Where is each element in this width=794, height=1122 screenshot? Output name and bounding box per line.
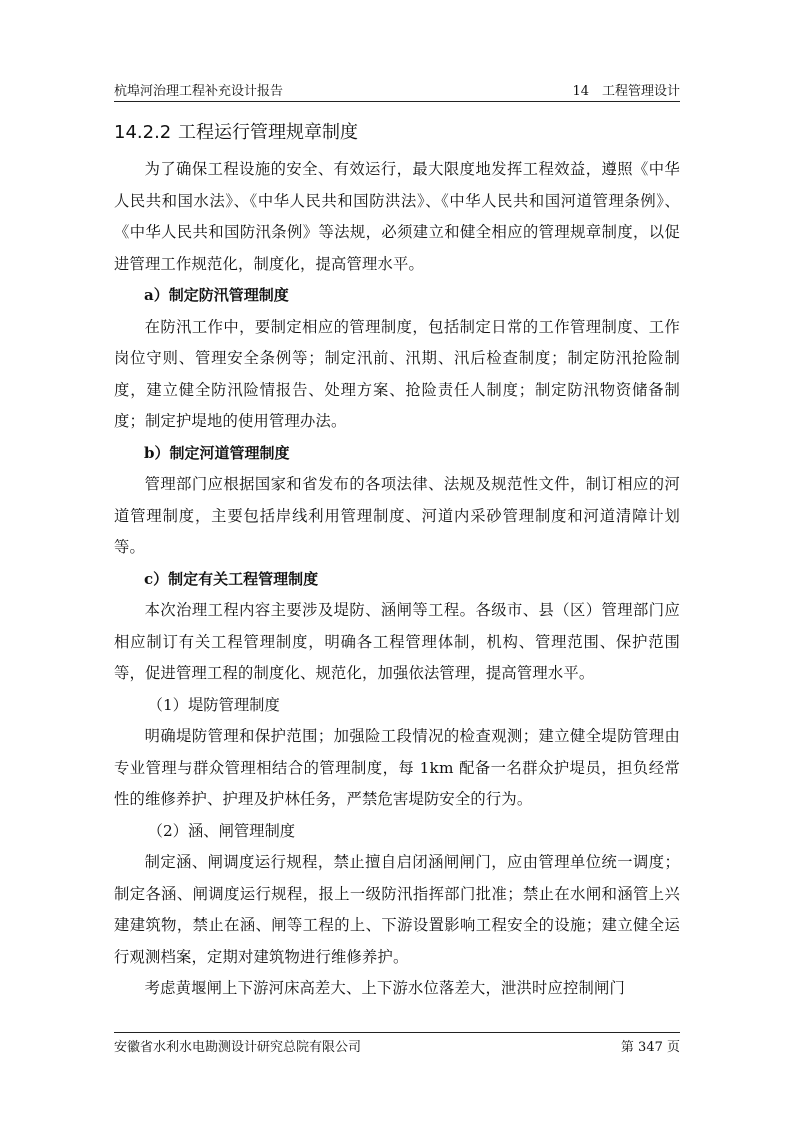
header-divider <box>114 101 680 102</box>
page-header <box>114 80 680 102</box>
footer-divider <box>114 1032 680 1033</box>
intro-paragraph: 为了确保工程设施的安全、有效运行，最大限度地发挥工程效益，遵照《中华人民共和国水法》、《中华人民共和国防洪法》、《中华人民共和国河道管理条例》、《中华人民共和国防汛条例》等法规，必须建立和健全相应的管理规章制度，以促进管理工作规范化，制度化，提高管理水平。 <box>114 160 680 273</box>
section-number: 14.2.2 <box>114 122 172 143</box>
page-body <box>114 120 680 1005</box>
subsection-b-heading: b）制定河道管理制度 <box>144 443 290 462</box>
item-2-heading: （2）涵、闸管理制度 <box>147 821 296 840</box>
subsection-c-paragraph: 本次治理工程内容主要涉及堤防、涵闸等工程。各级市、县（区）管理部门应相应制订有关工程管理制度，明确各工程管理体制，机构、管理范围、保护范围等，促进管理工程的制度化、规范化，加强依法管理，提高管理水平。 <box>114 601 680 682</box>
header-chapter-title: 14 工程管理设计 <box>572 84 680 99</box>
item-1-heading: （1）堤防管理制度 <box>147 695 280 714</box>
continued-paragraph: 考虑黄堰闸上下游河床高差大、上下游水位落差大，泄洪时应控制闸门 <box>144 979 625 997</box>
subsection-b-paragraph: 管理部门应根据国家和省发布的各项法律、法规及规范性文件，制订相应的河道管理制度，主要包括岸线利用管理制度、河道内采砂管理制度和河道清障计划等。 <box>114 475 680 556</box>
page-number: 第 347 页 <box>620 1040 680 1055</box>
section-heading <box>114 120 680 146</box>
item-2-paragraph: 制定涵、闸调度运行规程，禁止擅自启闭涵闸闸门，应由管理单位统一调度；制定各涵、闸调度运行规程，报上一级防汛指挥部门批准；禁止在水闸和涵管上兴建建筑物，禁止在涵、闸等工程的上、下游设置影响工程安全的设施；建立健全运行观测档案，定期对建筑物进行维修养护。 <box>114 853 680 966</box>
header-report-title: 杭埠河治理工程补充设计报告 <box>114 84 284 99</box>
item-1-paragraph: 明确堤防管理和保护范围；加强险工段情况的检查观测；建立健全堤防管理由专业管理与群众管理相结合的管理制度，每 1km 配备一名群众护堤员，担负经常性的维修养护、护理及护林任务，严禁危害堤防安全的行为。 <box>114 727 680 808</box>
subsection-a-paragraph: 在防汛工作中，要制定相应的管理制度，包括制定日常的工作管理制度、工作岗位守则、管理安全条例等；制定汛前、汛期、汛后检查制度；制定防汛抢险制度，建立健全防汛险情报告、处理方案、抢险责任人制度；制定防汛物资储备制度；制定护堤地的使用管理办法。 <box>114 317 680 430</box>
page-footer <box>114 1036 680 1056</box>
footer-organization: 安徽省水利水电勘测设计研究总院有限公司 <box>114 1040 362 1055</box>
section-title: 工程运行管理规章制度 <box>178 122 358 143</box>
subsection-c-heading: c）制定有关工程管理制度 <box>144 569 319 588</box>
subsection-a-heading: a）制定防汛管理制度 <box>144 286 289 304</box>
